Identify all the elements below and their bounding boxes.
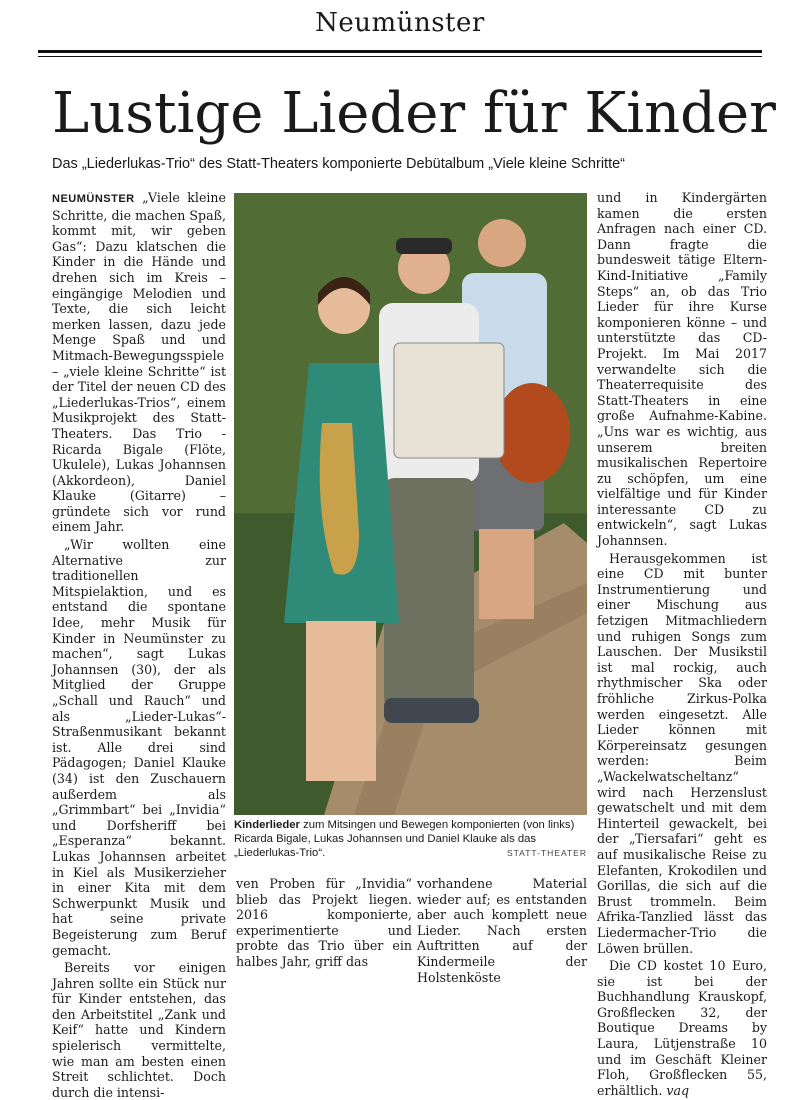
author-signature: vaq [666, 1082, 690, 1098]
article-column-2 [236, 876, 412, 969]
paragraph-text: „Viele kleine Schritte, die machen Spaß, kommt mit, wir geben Gas“: Dazu klatschen die Kinder in die Hände und drehen sich im Kreis – eingängige Melodien und Texte, die sich leicht merken lassen, dazu jede Menge Spaß und und Mitmach-Bewegungsspiele – „viele kleine Schritte“ ist der Titel der neuen CD des „Liederlukas-Trios“, einem Musikprojekt des Statt-Theaters. Das Trio - Ricarda Bigale (Flöte, Ukulele), Lukas Johannsen (Akkordeon), Daniel Klauke (Gitarre) – gründete sich vor rund einem Jahr. [52, 190, 226, 535]
subheadline: Das „Liederlukas-Trio“ des Statt-Theaters komponierte Debütalbum „Viele kleine Schritte“ [52, 156, 625, 172]
person-middle-hat [396, 238, 452, 254]
caption-lead: Kinderlieder [234, 819, 300, 831]
caption-text: zum Mitsingen und Bewegen komponierten (von links) Ricarda Bigale, Lukas Johannsen und Daniel Klauke als das „Liederlukas-Trio“. [234, 819, 575, 859]
accordion [394, 343, 504, 458]
person-right-legs [479, 529, 534, 619]
paragraph: „Wir wollten eine Alternative zur traditionellen Mitspielaktion, und es entstand die spontane Idee, mehr Musik für Kinder in Neumünster zu machen“, sagt Lukas Johannsen (30), der als Mitglied der Gruppe „Schall und Rauch“ und als „Lieder-Lukas“-Straßenmusikant bekannt ist. Alle drei sind Pädagogen; Daniel Klauke (34) ist den Zuschauern außerdem als „Grimmbart“ bei „Invidia“ und Dorfsheriff bei „Esperanza“ bekannt. Lukas Johannsen arbeitet in Kiel als Musikerzieher in einer Kita mit dem Schwerpunkt Musik und hat seine private Begeisterung zum Beruf gemacht. [52, 537, 226, 958]
article-column-3 [417, 876, 587, 985]
photo-credit: STATT-THEATER [506, 848, 587, 858]
header-rule-thin [38, 56, 762, 57]
section-title: Neumünster [315, 8, 485, 38]
paragraph: ven Proben für „Invidia“ blieb das Projekt liegen. 2016 komponierte, experimentierte und probte das Trio über ein halbes Jahr, griff das [236, 876, 412, 969]
photo-illustration [234, 193, 587, 815]
person-left-legs [306, 621, 376, 781]
dateline: NEUMÜNSTER [52, 193, 135, 205]
paragraph: und in Kindergärten kamen die ersten Anfragen nach einer CD. Dann fragte die bundesweit tätige Eltern-Kind-Initiative „Family Steps“ an, ob das Trio Lieder für ihre Kurse komponieren könne – und unterstützte das CD-Projekt. Im Mai 2017 verwandelte sich die Theaterrequisite des Statt-Theaters in eine große Aufnahme-Kabine. „Uns war es wichtig, aus unserem breiten musikalischen Repertoire zu schöpfen, um eine vielfältige und für Kinder interessante CD zu entwickeln“, sagt Lukas Johannsen. [597, 190, 767, 549]
person-middle-trousers [384, 478, 474, 708]
paragraph: Herausgekommen ist eine CD mit bunter Instrumentierung und einer Mischung aus fetzigen Mitmachliedern und ruhigen Songs zum Lauschen. Der Musikstil ist mal rockig, auch rhythmischer Ska oder fröhliche Zirkus-Polka werden eingesetzt. Alle Lieder können mit Körpereinsatz gesungen werden: Beim „Wackelwatscheltanz“ wird nach Herzenslust gewatschelt und mit dem Hinterteil gewackelt, bei der „Tiersafari“ geht es auf musikalische Reise zu Elefanten, Krokodilen und Gorillas, die sich auf die Brust trommeln. Beim Afrika-Tanzlied lässt das Liedermacher-Trio die Löwen brüllen. [597, 550, 767, 956]
paragraph-text: Die CD kostet 10 Euro, sie ist bei der Buchhandlung Krauskopf, Großflecken 32, der Boutique Dreams by Laura, Lütjenstraße 10 und im Geschäft Kleiner Floh, Großflecken 55, erhältlich. [597, 958, 767, 1098]
paragraph [52, 190, 226, 535]
article-photo [234, 193, 587, 815]
header-rule [38, 50, 762, 53]
paragraph: Bereits vor einigen Jahren sollte ein Stück nur für Kinder entstehen, das den Arbeitstitel „Zank und Keif“ hatte und Kindern spielerisch vermittelte, wie man am besten einen Streit schlichtet. Doch durch die intensi- [52, 960, 226, 1100]
guitar-body [494, 383, 570, 483]
person-middle-shoes [384, 698, 479, 723]
paragraph: vorhandene Material wieder auf; es entstanden aber auch komplett neue Lieder. Nach ersten Auftritten auf der Kindermeile der Holstenköste [417, 876, 587, 985]
article-column-4 [597, 190, 767, 1098]
paragraph [597, 958, 767, 1098]
headline: Lustige Lieder für Kinder [52, 81, 776, 146]
person-right-head [478, 219, 526, 267]
article-column-1 [52, 190, 226, 1100]
